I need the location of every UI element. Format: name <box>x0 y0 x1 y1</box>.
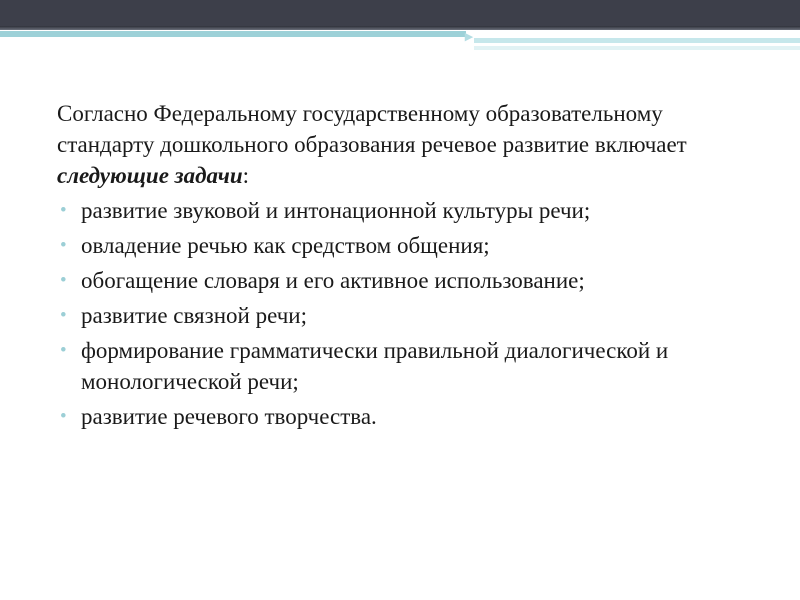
list-item <box>57 335 757 397</box>
intro-text: Согласно Федеральному государственному образовательному стандарту дошкольного образования речевое развитие включает <box>57 101 687 157</box>
list-item-text: развитие речевого творчества. <box>81 404 377 429</box>
list-item-text: обогащение словаря и его активное использование; <box>81 268 585 293</box>
list-item <box>57 265 757 296</box>
bullet-icon: • <box>60 200 67 221</box>
bullet-icon: • <box>60 340 67 361</box>
bullet-icon: • <box>60 305 67 326</box>
intro-emphasis: следующие задачи <box>57 163 243 188</box>
header-bar-shadow <box>0 26 800 30</box>
list-item <box>57 230 757 261</box>
list-item <box>57 195 757 226</box>
list-item <box>57 300 757 331</box>
slide-body <box>57 98 757 432</box>
bullet-icon: • <box>60 235 67 256</box>
bullet-icon: • <box>60 406 67 427</box>
header-bar <box>0 0 800 28</box>
accent-bar-secondary <box>474 38 800 43</box>
list-item <box>57 401 757 432</box>
list-item-text: развитие связной речи; <box>81 303 307 328</box>
arrow-icon: ▶ <box>464 30 474 43</box>
task-list <box>57 195 757 432</box>
accent-bar-tertiary <box>474 46 800 50</box>
list-item-text: формирование грамматически правильной диалогической и монологической речи; <box>81 338 669 394</box>
intro-paragraph <box>57 98 757 191</box>
list-item-text: овладение речью как средством общения; <box>81 233 490 258</box>
accent-bar <box>0 31 466 37</box>
intro-colon: : <box>242 163 249 188</box>
bullet-icon: • <box>60 270 67 291</box>
list-item-text: развитие звуковой и интонационной культуры речи; <box>81 198 591 223</box>
